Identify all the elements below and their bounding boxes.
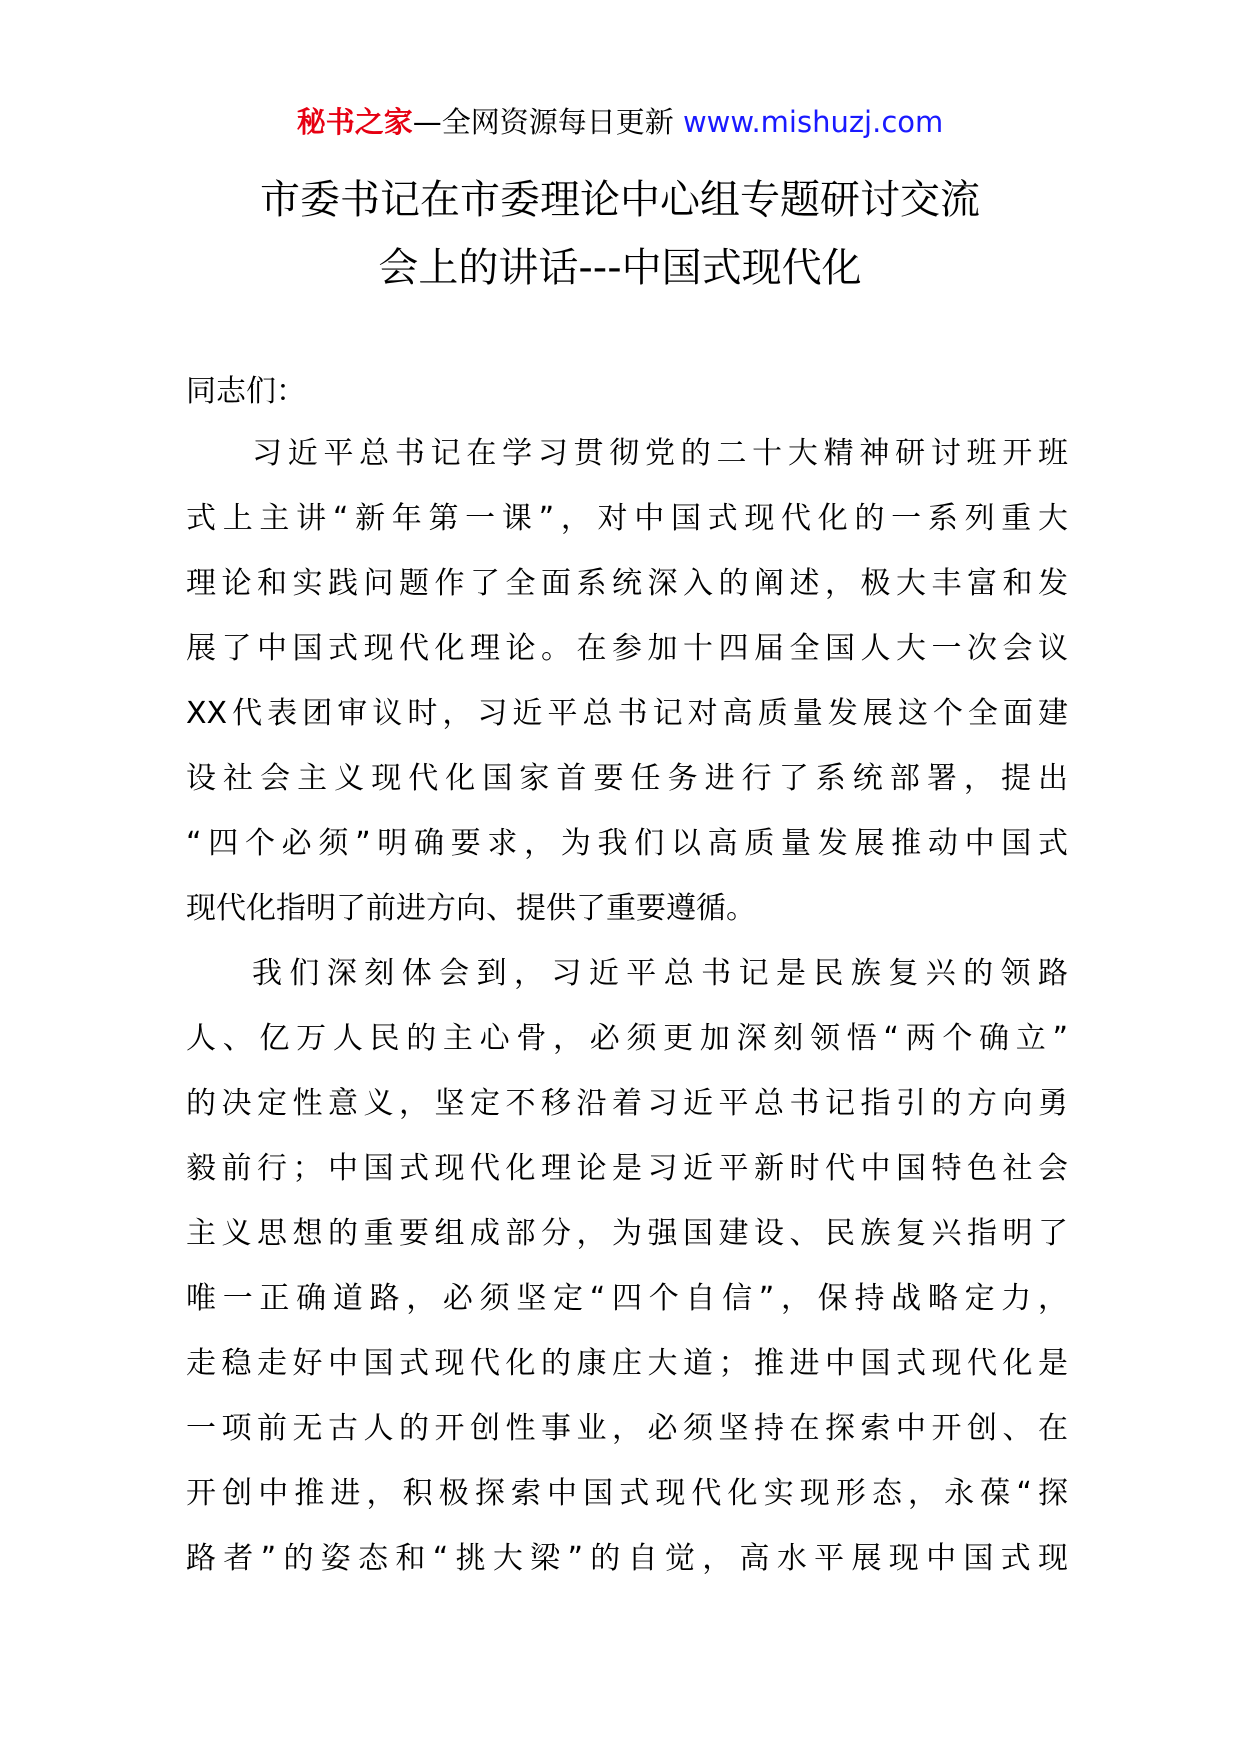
site-header xyxy=(0,100,1240,144)
paragraph-line: 主义思想的重要组成部分，为强国建设、民族复兴指明了 xyxy=(186,1216,1068,1251)
salutation: 同志们： xyxy=(186,374,306,409)
paragraph-line: 理论和实践问题作了全面系统深入的阐述，极大丰富和发 xyxy=(186,566,1068,601)
site-brand: 秘书之家 xyxy=(296,105,413,139)
document-body xyxy=(186,363,1068,1591)
document-title xyxy=(0,166,1240,302)
paragraph xyxy=(186,421,1068,941)
paragraph-line: 毅前行；中国式现代化理论是习近平新时代中国特色社会 xyxy=(186,1151,1068,1186)
site-tagline: —全网资源每日更新 xyxy=(412,105,674,139)
paragraph-line: 我们深刻体会到，习近平总书记是民族复兴的领路 xyxy=(252,956,1068,991)
paragraph-line: “四个必须”明确要求，为我们以高质量发展推动中国式 xyxy=(186,826,1068,861)
paragraph-line: 人、亿万人民的主心骨，必须更加深刻领悟“两个确立” xyxy=(186,1021,1068,1056)
document-title-line: 市委书记在市委理论中心组专题研讨交流 xyxy=(260,177,980,223)
paragraph-line: 开创中推进，积极探索中国式现代化实现形态，永葆“探 xyxy=(186,1476,1068,1511)
paragraph-line: 设社会主义现代化国家首要任务进行了系统部署，提出 xyxy=(186,761,1068,796)
paragraph-line: 的决定性意义，坚定不移沿着习近平总书记指引的方向勇 xyxy=(186,1086,1068,1121)
paragraph-line: XX代表团审议时，习近平总书记对高质量发展这个全面建 xyxy=(186,696,1068,731)
paragraph-line: 现代化指明了前进方向、提供了重要遵循。 xyxy=(186,891,756,926)
paragraph-line: 一项前无古人的开创性事业，必须坚持在探索中开创、在 xyxy=(186,1411,1068,1446)
paragraph xyxy=(186,941,1068,1591)
site-url-link[interactable]: www.mishuzj.com xyxy=(682,105,944,139)
paragraph-line: 唯一正确道路，必须坚定“四个自信”，保持战略定力， xyxy=(186,1281,1068,1316)
document-title-line: 会上的讲话---中国式现代化 xyxy=(378,245,862,291)
paragraph-line: 路者”的姿态和“挑大梁”的自觉，高水平展现中国式现 xyxy=(186,1541,1068,1576)
paragraph-line: 展了中国式现代化理论。在参加十四届全国人大一次会议 xyxy=(186,631,1068,666)
paragraph-line: 走稳走好中国式现代化的康庄大道；推进中国式现代化是 xyxy=(186,1346,1068,1381)
paragraph-line: 习近平总书记在学习贯彻党的二十大精神研讨班开班 xyxy=(252,436,1068,471)
paragraph-line: 式上主讲“新年第一课”，对中国式现代化的一系列重大 xyxy=(186,501,1068,536)
